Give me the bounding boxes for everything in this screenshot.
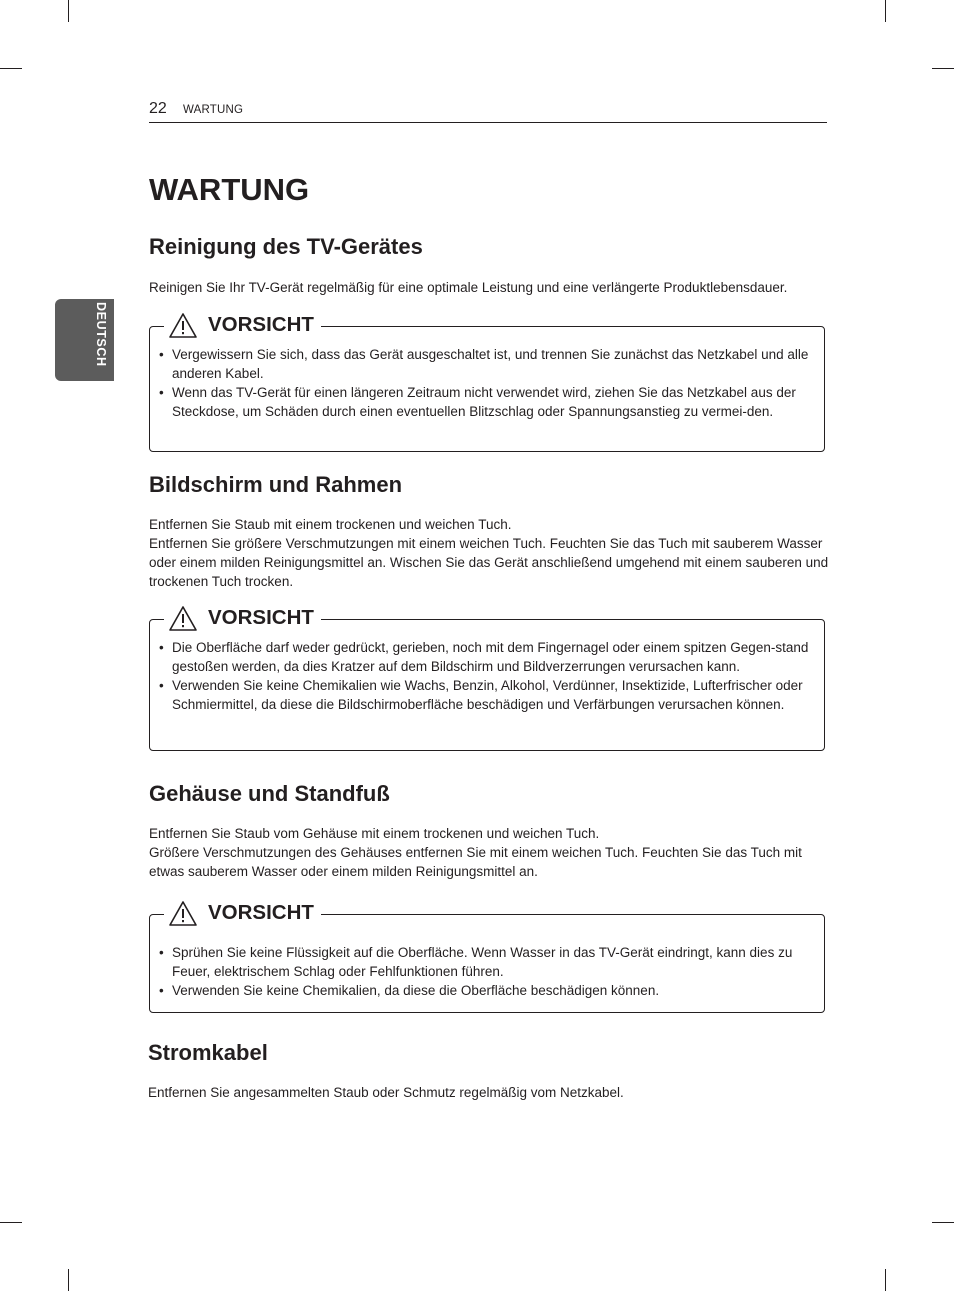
crop-mark — [0, 68, 22, 69]
list-item: • Verwenden Sie keine Chemikalien, da diese die Oberfläche beschädigen können. — [158, 981, 814, 1000]
section-paragraph: Reinigen Sie Ihr TV-Gerät regelmäßig für eine optimale Leistung und eine verlängerte Produktlebensdauer. — [149, 280, 788, 295]
page-number: 22 — [149, 100, 167, 117]
section-heading: Gehäuse und Standfuß — [149, 781, 390, 806]
crop-mark — [0, 1222, 22, 1223]
section-paragraph: Entfernen Sie Staub vom Gehäuse mit einem trockenen und weichen Tuch. — [149, 826, 600, 841]
caution-box — [149, 313, 825, 452]
warning-triangle-icon — [168, 900, 198, 927]
caution-box — [149, 606, 825, 751]
side-tab-label: DEUTSCH — [94, 302, 108, 367]
list-item: • Wenn das TV-Gerät für einen längeren Zeitraum nicht verwendet wird, ziehen Sie das Netzkabel aus der Steckdose, um Schäden durch einen eventuellen Blitzschlag oder Spannungsanstieg zu vermei-den. — [158, 383, 814, 421]
crop-mark — [932, 1222, 954, 1223]
language-side-tab — [55, 299, 114, 381]
section-paragraph: Entfernen Sie größere Verschmutzungen mit einem weichen Tuch. Feuchten Sie das Tuch mit sauberem Wasser oder einem milden Reinigungsmittel an. Wischen Sie das Gerät anschließend umgehend mit einem sauberen und trockenen Tuch trocken. — [149, 536, 829, 589]
crop-mark — [932, 68, 954, 69]
caution-label: VORSICHT — [208, 606, 314, 629]
caution-list — [158, 638, 814, 714]
caution-header — [164, 603, 321, 633]
caution-label: VORSICHT — [208, 901, 314, 924]
list-item: • Vergewissern Sie sich, dass das Gerät ausgeschaltet ist, und trennen Sie zunächst das Netzkabel und alle anderen Kabel. — [158, 345, 814, 383]
section-heading: Bildschirm und Rahmen — [149, 472, 403, 497]
list-item: • Sprühen Sie keine Flüssigkeit auf die Oberfläche. Wenn Wasser in das TV-Gerät eindringt, kann dies zu Feuer, elektrischem Schlag oder Fehlfunktionen führen. — [158, 943, 814, 981]
crop-mark — [68, 0, 69, 22]
caution-list — [158, 943, 814, 1000]
crop-mark — [885, 1269, 886, 1291]
caution-box — [149, 901, 825, 1013]
running-head: WARTUNG — [183, 104, 244, 116]
page-title: WARTUNG — [149, 172, 310, 207]
section-paragraph: Entfernen Sie angesammelten Staub oder Schmutz regelmäßig vom Netzkabel. — [148, 1085, 624, 1100]
list-item: • Verwenden Sie keine Chemikalien wie Wachs, Benzin, Alkohol, Verdünner, Insektizide, Lufterfrischer oder Schmiermittel, da diese die Bildschirmoberfläche beschädigen und Verfärbungen verursachen können. — [158, 676, 814, 714]
section-paragraph: Entfernen Sie Staub mit einem trockenen und weichen Tuch. — [149, 517, 512, 532]
section-heading: Reinigung des TV-Gerätes — [149, 234, 423, 259]
section-heading: Stromkabel — [148, 1040, 268, 1065]
list-item: • Die Oberfläche darf weder gedrückt, gerieben, noch mit dem Fingernagel oder einem spitzen Gegen-stand gestoßen werden, da dies Kratzer auf dem Bildschirm und Bildverzerrungen verursachen kann. — [158, 638, 814, 676]
crop-mark — [68, 1269, 69, 1291]
warning-triangle-icon — [168, 605, 198, 632]
caution-header — [164, 310, 321, 340]
caution-label: VORSICHT — [208, 313, 314, 336]
caution-list — [158, 345, 814, 421]
crop-mark — [885, 0, 886, 22]
page-header — [149, 100, 827, 123]
warning-triangle-icon — [168, 312, 198, 339]
section-paragraph: Größere Verschmutzungen des Gehäuses entfernen Sie mit einem weichen Tuch. Feuchten Sie das Tuch mit etwas sauberem Wasser oder einem milden Reinigungsmittel an. — [149, 845, 802, 879]
caution-header — [164, 898, 321, 928]
